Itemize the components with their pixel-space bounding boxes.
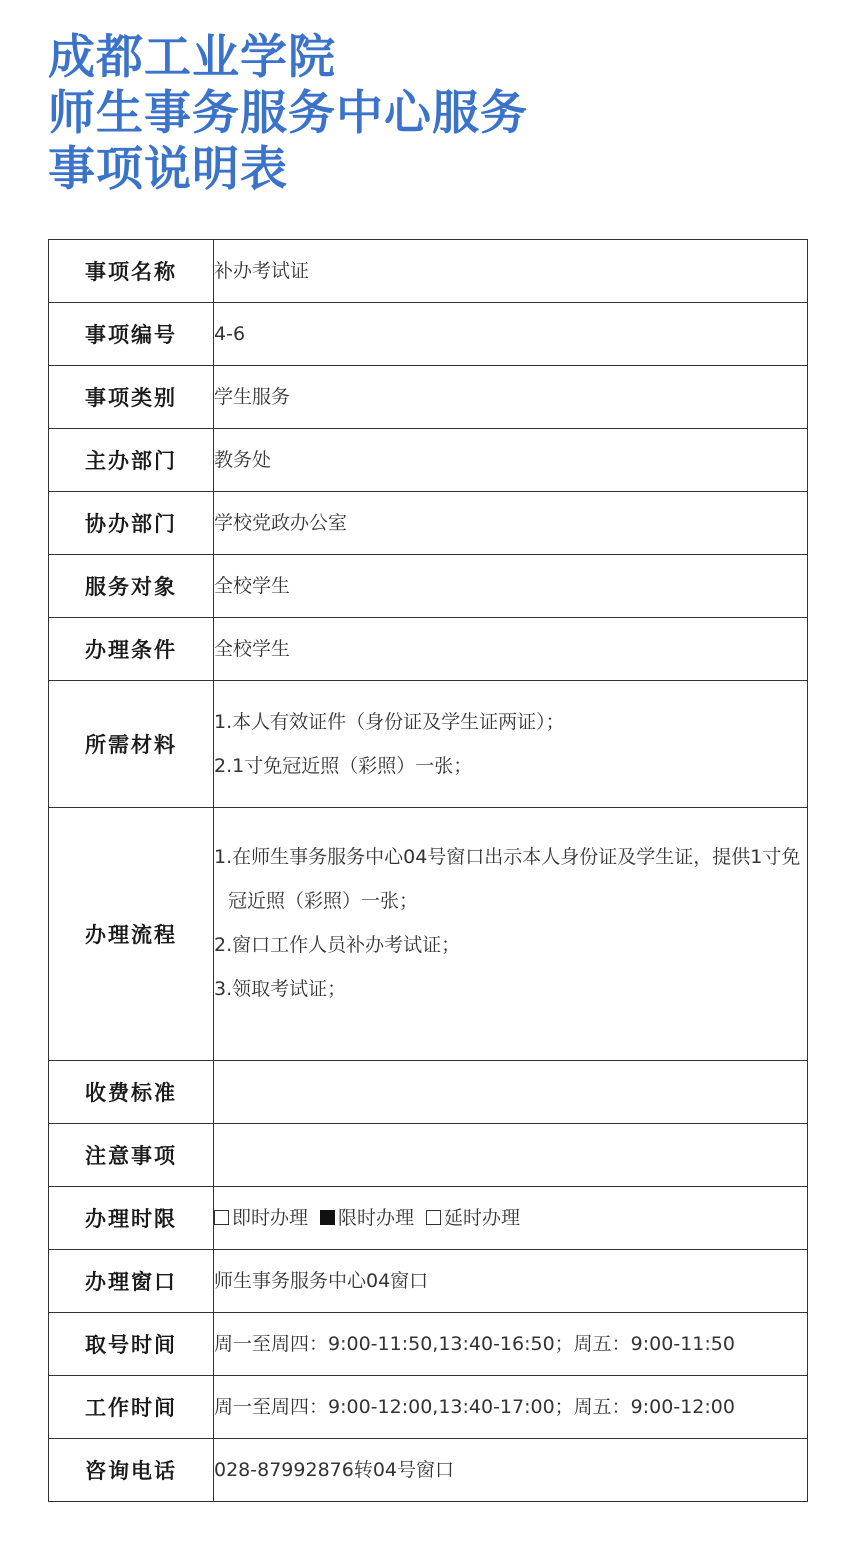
title-line-3: 事项说明表	[48, 142, 288, 197]
process-step: 3.领取考试证；	[214, 978, 347, 1000]
item-category-label: 事项类别	[49, 366, 214, 429]
materials-item: 2.1寸免冠近照（彩照）一张；	[214, 755, 473, 777]
conditions-label: 办理条件	[49, 618, 214, 681]
ticket-time-label: 取号时间	[49, 1313, 214, 1376]
process-label: 办理流程	[49, 808, 214, 1061]
option-delayed-label: 延时办理	[444, 1207, 521, 1229]
materials-item: 1.本人有效证件（身份证及学生证两证）；	[214, 711, 565, 733]
row-notes	[49, 1124, 808, 1187]
item-category-value: 学生服务	[214, 366, 808, 429]
time-limit-options	[214, 1187, 808, 1250]
row-ticket-time	[49, 1313, 808, 1376]
item-number-label: 事项编号	[49, 303, 214, 366]
checkbox-unchecked-icon	[426, 1210, 441, 1225]
assist-department-value: 学校党政办公室	[214, 492, 808, 555]
row-phone	[49, 1439, 808, 1502]
service-target-value: 全校学生	[214, 555, 808, 618]
window-label: 办理窗口	[49, 1250, 214, 1313]
row-materials	[49, 681, 808, 808]
row-conditions	[49, 618, 808, 681]
materials-value	[214, 681, 808, 808]
service-info-table	[48, 239, 808, 1502]
assist-department-label: 协办部门	[49, 492, 214, 555]
item-name-value: 补办考试证	[214, 240, 808, 303]
row-item-number	[49, 303, 808, 366]
notes-value	[214, 1124, 808, 1187]
host-department-label: 主办部门	[49, 429, 214, 492]
row-work-time	[49, 1376, 808, 1439]
item-number-value: 4-6	[214, 303, 808, 366]
fees-value	[214, 1061, 808, 1124]
materials-label: 所需材料	[49, 681, 214, 808]
work-time-value: 周一至周四：9:00-12:00,13:40-17:00；周五：9:00-12:00	[214, 1376, 808, 1439]
process-value	[214, 808, 808, 1061]
phone-value: 028-87992876转04号窗口	[214, 1439, 808, 1502]
row-item-name	[49, 240, 808, 303]
phone-label: 咨询电话	[49, 1439, 214, 1502]
row-window	[49, 1250, 808, 1313]
document-title	[48, 30, 528, 198]
work-time-label: 工作时间	[49, 1376, 214, 1439]
title-line-2: 师生事务服务中心服务	[48, 86, 528, 141]
row-host-department	[49, 429, 808, 492]
service-target-label: 服务对象	[49, 555, 214, 618]
checkbox-checked-icon	[320, 1210, 335, 1225]
option-limited	[320, 1207, 414, 1229]
ticket-time-value: 周一至周四：9:00-11:50,13:40-16:50；周五：9:00-11:50	[214, 1313, 808, 1376]
row-fees	[49, 1061, 808, 1124]
option-immediate	[214, 1207, 308, 1229]
option-limited-label: 限时办理	[338, 1207, 415, 1229]
row-item-category	[49, 366, 808, 429]
title-line-1: 成都工业学院	[48, 30, 336, 85]
checkbox-unchecked-icon	[214, 1210, 229, 1225]
item-name-label: 事项名称	[49, 240, 214, 303]
window-value: 师生事务服务中心04窗口	[214, 1250, 808, 1313]
process-step: 1.在师生事务服务中心04号窗口出示本人身份证及学生证，提供1寸免冠近照（彩照）一张；	[214, 846, 801, 912]
conditions-value: 全校学生	[214, 618, 808, 681]
process-step: 2.窗口工作人员补办考试证；	[214, 934, 461, 956]
row-time-limit	[49, 1187, 808, 1250]
row-service-target	[49, 555, 808, 618]
option-immediate-label: 即时办理	[232, 1207, 309, 1229]
fees-label: 收费标准	[49, 1061, 214, 1124]
notes-label: 注意事项	[49, 1124, 214, 1187]
row-process	[49, 808, 808, 1061]
host-department-value: 教务处	[214, 429, 808, 492]
option-delayed	[426, 1207, 520, 1229]
row-assist-department	[49, 492, 808, 555]
time-limit-label: 办理时限	[49, 1187, 214, 1250]
